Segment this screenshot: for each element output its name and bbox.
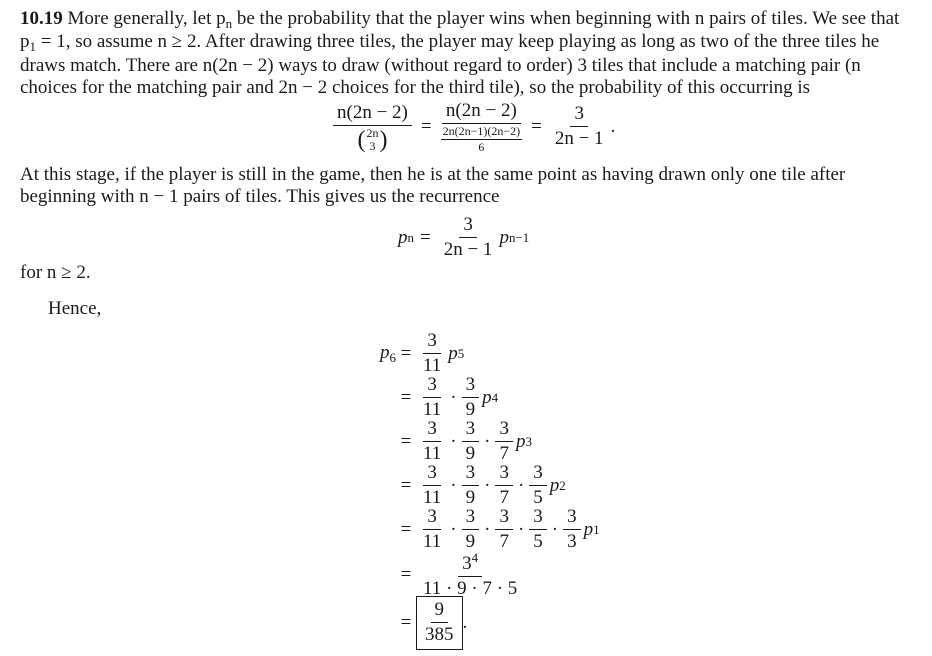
sub-1: 1 — [29, 39, 36, 55]
problem-paragraph — [20, 8, 910, 99]
hence-row-5: = $\frac{3}{11}$ · $\frac{3}{9}$ · $\frac{3}{7}$ · $\frac{3}{5}$ · $\frac{3}{3}$ p 1 — [400, 506, 600, 553]
problem-intro-rest2: = 1, so assume n ≥ 2. After drawing three tiles, the player may keep playing as long as two of the three tiles he draws match. There are n(2n − 2) ways to draw (without regard to order) 3 tiles that include a matching pair (n choices for the matching pair and 2n − 2 choices for the third tile), so the probability of this occurring is — [20, 31, 880, 99]
hence-row-final: = $\frac{9}{385}$ . — [366, 596, 467, 650]
problem-intro: More generally, let p — [67, 8, 226, 29]
paragraph-2: At this stage, if the player is still in the game, then he is at the same point as having drawn only one tile after beginning with n − 1 pairs of tiles. This gives us the recurrence — [20, 164, 846, 208]
hence-row-2: = $\frac{3}{11}$ · $\frac{3}{9}$ p 4 — [400, 374, 499, 421]
problem-intro-rest: be the probability that the player wins when beginning with n pairs of tiles. We see that p — [20, 8, 900, 53]
final-answer-box: $\frac{9}{385}$ — [416, 596, 463, 650]
fraction-3: $\frac{3}{2n - 1}$ — [554, 102, 604, 150]
fraction-2: n(2n − 2) 2n(2n−1)(2n−2) 6 — [442, 100, 521, 154]
recurrence-equation: p n = $\frac{3}{2n - 1}$ p n−1 — [398, 214, 530, 261]
fraction-1: n(2n − 2) ( 2n 3 ) — [333, 102, 412, 153]
probability-equation: n(2n − 2) ( 2n 3 ) = n(2n − 2) 2n(2n−1)(2n−2) 6 = $\frac{3}{2n - 1}$ . — [330, 100, 615, 154]
paragraph-4: Hence, — [48, 298, 102, 319]
hence-row-3: = $\frac{3}{11}$ · $\frac{3}{9}$ · $\frac{3}{7}$ p 3 — [400, 418, 532, 465]
paragraph-3: for n ≥ 2. — [20, 262, 91, 283]
hence-row-4: = $\frac{3}{11}$ · $\frac{3}{9}$ · $\frac{3}{7}$ · $\frac{3}{5}$ p 2 — [400, 462, 566, 509]
hence-row-6: = $\frac{3^4}{11 \cdot 9 \cdot 7 \cdot 5}$ — [400, 550, 518, 600]
sub-n: n — [225, 16, 233, 31]
problem-number: 10.19 — [20, 8, 63, 29]
hence-row-1: $p_6$ = $\frac{3}{11}$ p 5 — [380, 330, 465, 377]
